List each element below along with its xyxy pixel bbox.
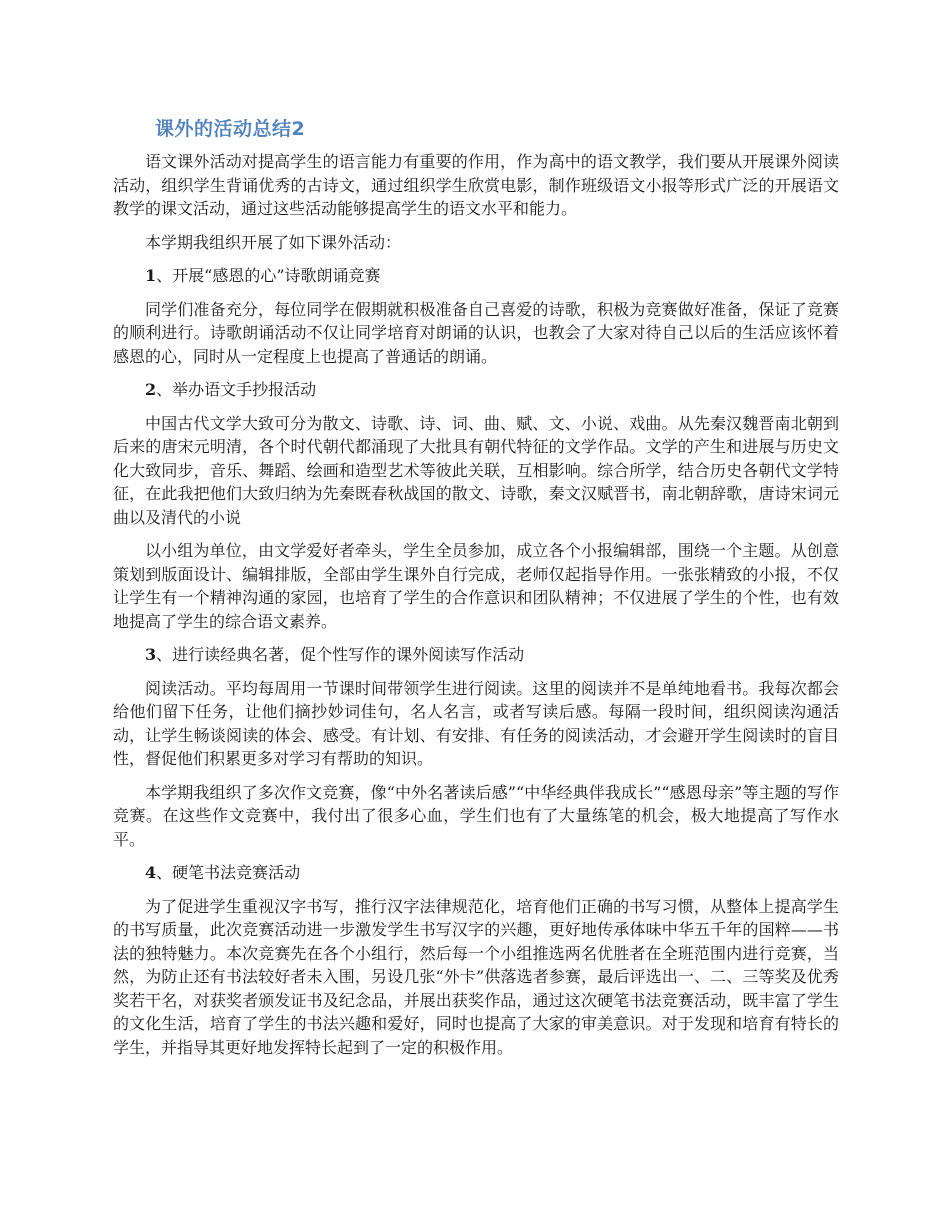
section-heading-text: 、进行读经典名著，促个性写作的课外阅读写作活动 [156, 645, 525, 664]
document-title: 课外的活动总结2 [155, 118, 306, 140]
section-heading-3 [113, 643, 839, 667]
paragraph-literature-history: 中国古代文学大致可分为散文、诗歌、诗、词、曲、赋、文、小说、戏曲。从先秦汉魏晋南北朝到后来的唐宋元明清，各个时代朝代都涌现了大批具有朝代特征的文学作品。文学的产生和进展与历史文化大致同步，音乐、舞蹈、绘画和造型艺术等彼此关联，互相影响。综合所学，结合历史各朝代文学特征，在此我把他们大致归纳为先秦既春秋战国的散文、诗歌，秦文汉赋晋书，南北朝辞歌，唐诗宋词元曲以及清代的小说 [113, 413, 839, 527]
document-body [113, 150, 839, 1069]
paragraph-calligraphy-contest: 为了促进学生重视汉字书写，推行汉字法律规范化，培育他们正确的书写习惯，从整体上提高学生的书写质量，此次竞赛活动进一步激发学生书写汉字的兴趣，更好地传承体味中华五千年的国粹——书法的独特魅力。本次竞赛先在各个小组行，然后每一个小组推选两名优胜者在全班范围内进行竞赛，当然，为防止还有书法较好者未入围，另设几张“外卡”供落选者参赛，最后评选出一、二、三等奖及优秀奖若干名，对获奖者颁发证书及纪念品，并展出获奖作品，通过这次硬笔书法竞赛活动，既丰富了学生的文化生活，培育了学生的书法兴趣和爱好，同时也提高了大家的审美意识。对于发现和培育有特长的学生，并指导其更好地发挥特长起到了一定的积极作用。 [113, 896, 839, 1057]
section-heading-text: 、开展“感恩的心”诗歌朗诵竞赛 [156, 266, 381, 285]
paragraph-activities-lead: 本学期我组织开展了如下课外活动： [145, 232, 402, 252]
section-heading-text: 、举办语文手抄报活动 [156, 380, 317, 399]
section-number: 4 [145, 863, 157, 882]
section-number: 2 [145, 380, 157, 399]
section-heading-4 [113, 861, 839, 885]
paragraph-writing-contest: 本学期我组织了多次作文竞赛，像“中外名著读后感”“中华经典伴我成长”“感恩母亲”等主题的写作竞赛。在这些作文竞赛中，我付出了很多心血，学生们也有了大量练笔的机会，极大地提高了写作水平。 [113, 782, 839, 849]
section-heading-text: 、硬笔书法竞赛活动 [156, 863, 301, 882]
paragraph-reading-activity: 阅读活动。平均每周用一节课时间带领学生进行阅读。这里的阅读并不是单纯地看书。我每次都会给他们留下任务，让他们摘抄妙词佳句，名人名言，或者写读后感。每隔一段时间，组织阅读沟通活动，让学生畅谈阅读的体会、感受。有计划、有安排、有任务的阅读活动，才会避开学生阅读时的盲目性，督促他们积累更多对学习有帮助的知识。 [113, 678, 839, 768]
section-number: 1 [145, 266, 157, 285]
paragraph-newspaper-groups: 以小组为单位，由文学爱好者牵头，学生全员参加，成立各个小报编辑部，围绕一个主题。从创意策划到版面设计、编辑排版，全部由学生课外自行完成，老师仅起指导作用。一张张精致的小报，不仅让学生有一个精神沟通的家园，也培育了学生的合作意识和团队精神；不仅进展了学生的个性，也有效地提高了学生的综合语文素养。 [113, 541, 839, 631]
paragraph-intro: 语文课外活动对提高学生的语言能力有重要的作用，作为高中的语文教学，我们要从开展课外阅读活动，组织学生背诵优秀的古诗文，通过组织学生欣赏电影，制作班级语文小报等形式广泛的开展语文教学的课文活动，通过这些活动能够提高学生的语文水平和能力。 [113, 152, 839, 218]
section-heading-2 [113, 378, 839, 402]
section-number: 3 [145, 645, 157, 664]
paragraph-poetry-contest: 同学们准备充分，每位同学在假期就积极准备自己喜爱的诗歌，积极为竞赛做好准备，保证了竞赛的顺利进行。诗歌朗诵活动不仅让同学培育对朗诵的认识，也教会了大家对待自己以后的生活应该怀着感恩的心，同时从一定程度上也提高了普通话的朗诵。 [113, 299, 839, 366]
section-heading-1 [113, 264, 839, 288]
